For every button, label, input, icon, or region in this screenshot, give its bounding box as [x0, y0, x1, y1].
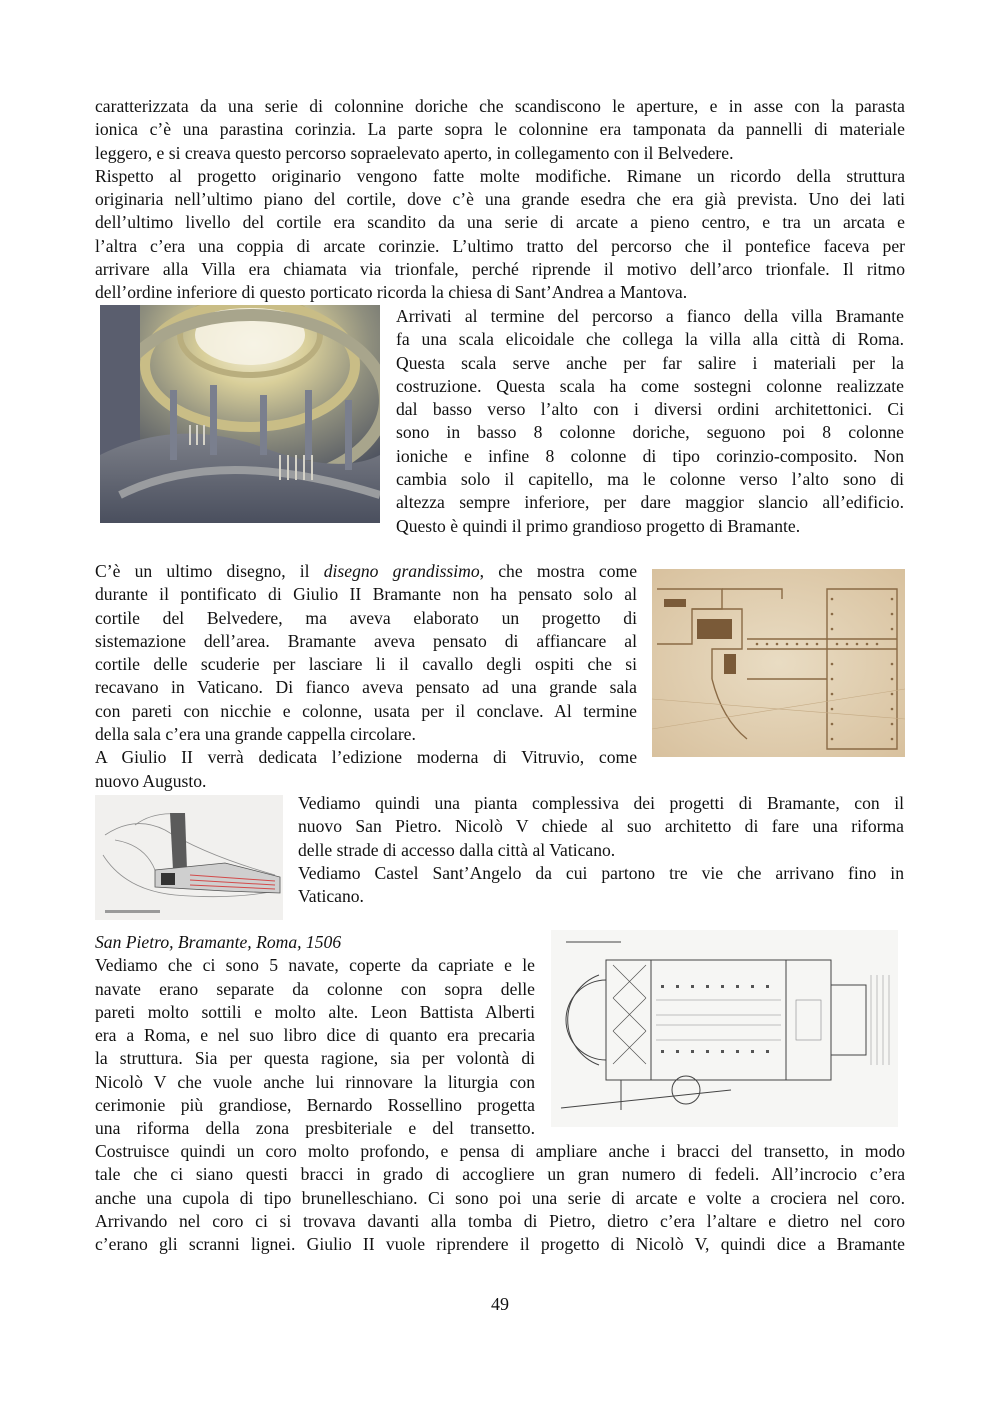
text-line: Vediamo Castel Sant’Angelo da cui partono tre vie che arrivano fino in	[298, 862, 904, 883]
text-line: durante il pontificato di Giulio II Bramante non ha pensato solo al	[95, 584, 637, 605]
text-line: delle strade di accesso dalla città al Vaticano.	[298, 839, 616, 860]
text-line: c’erano gli scranni lignei. Giulio II vuole riprendere il progetto di Nicolò V, quindi dice a Bramante	[95, 1234, 905, 1255]
text-line: Questa scala serve anche per far salire i materiali per la	[396, 352, 904, 373]
text-line: dal basso verso l’alto con i diversi ordini architettonici. Ci	[396, 399, 904, 420]
text-line: nuovo Augusto.	[95, 770, 207, 791]
text-line: arrivare alla Villa era chiamata via trionfale, perché riprende il motivo dell’arco trionfale. Il ritmo	[95, 259, 905, 280]
text-line: la struttura. Sia per questa ragione, sia per volontà di	[95, 1048, 535, 1069]
text-line: Vediamo che ci sono 5 navate, coperte da capriate e le	[95, 955, 535, 976]
pianta-paragraph	[298, 792, 904, 908]
text-line: Nicolò V che vuole anche lui rinnovare la liturgia con	[95, 1071, 535, 1092]
text-line: costruzione. Questa scala ha come sostegni colonne realizzate	[396, 375, 904, 396]
text-line: sistemazione dell’area. Bramante aveva pensato di affiancare al	[95, 630, 637, 651]
text-line: recavano in Vaticano. Di fianco aveva pensato ad una grande sala	[95, 677, 637, 698]
text-line: dell’ordine inferiore di questo porticato ricorda la chiesa di Sant’Andrea a Mantova.	[95, 282, 688, 303]
text-line: cerimonie più grandiose, Bernardo Rossellino progetta	[95, 1095, 535, 1116]
text-line: cortile delle scuderie per lasciare li il cavallo degli ospiti che si	[95, 654, 637, 675]
text-run: C’è un ultimo disegno, il	[95, 561, 324, 581]
text-line: tale che ci siano questi bracci in grado di accogliere un gran numero di fedeli. All’incrocio c’era	[95, 1164, 905, 1185]
text-line: leggero, e si creava questo percorso sopraelevato aperto, in collegamento con il Belvedere.	[95, 142, 734, 163]
text-line: Rispetto al progetto originario vengono fatte molte modifiche. Rimane un ricordo della struttura	[95, 165, 905, 186]
text-line: navate erano separate da colonne con sopra delle	[95, 978, 535, 999]
bottom-paragraph	[95, 1140, 905, 1256]
text-line: pareti molto sottili e molto alte. Leon Battista Alberti	[95, 1001, 535, 1022]
text-line: caratterizzata da una serie di colonnine doriche che scandiscono le aperture, e in asse con la parasta	[95, 96, 905, 116]
text-line: originaria nell’ultimo piano del cortile, dove c’è una grande esedra che era già prevista. Uno dei lati	[95, 189, 905, 210]
disegno-grandissimo-drawing	[652, 569, 905, 757]
text-line: altezza sempre inferiore, per dare maggior slancio all’edificio.	[396, 492, 904, 513]
text-line: cortile del Belvedere, ma aveva elaborato un progetto di	[95, 607, 637, 628]
text-line: Questo è quindi il primo grandioso progetto di Bramante.	[396, 515, 801, 536]
text-line: ioniche e infine 8 colonne di tipo corinzio-composito. Non	[396, 445, 904, 466]
staircase-paragraph	[396, 305, 904, 538]
text-line: ionica c’è una parastina corinzia. La parte sopra le colonnine era tamponata da pannelli di materiale	[95, 119, 905, 140]
text-line: fa una scala elicoidale che collega la villa alla città di Roma.	[396, 329, 904, 350]
san-pietro-paragraph	[95, 931, 535, 1141]
text-line: dell’ultimo livello del cortile era scandito da una serie di arcate a pieno centro, e tra un arcata e	[95, 212, 905, 233]
top-paragraph	[95, 95, 905, 305]
san-pietro-plan	[551, 930, 898, 1127]
text-line: con pareti con nicchie e colonne, usata per il conclave. Al termine	[95, 700, 637, 721]
text-line: l’altra c’era una coppia di arcate corinzie. L’ultimo tratto del percorso che il pontefice faceva per	[95, 235, 905, 256]
text-line: A Giulio II verrà dedicata l’edizione moderna di Vitruvio, come	[95, 747, 637, 768]
italic-title: San Pietro, Bramante, Roma, 1506	[95, 932, 342, 952]
text-line: sono in basso 8 colonne doriche, seguono poi 8 colonne	[396, 422, 904, 443]
text-line: nuovo San Pietro. Nicolò V chiede al suo architetto di fare una riforma	[298, 816, 904, 837]
text-line: Arrivando nel coro ci si trovava davanti alla tomba di Pietro, dietro c’era l’altare e dietro nel coro	[95, 1210, 905, 1231]
text-line: era a Roma, e nel suo libro dice di quanto era precaria	[95, 1025, 535, 1046]
text-line: Arrivati al termine del percorso a fianco della villa Bramante	[396, 306, 904, 326]
text-line: anche una cupola di tipo brunelleschiano. Ci sono poi una serie di arcate e volte a crociera nel coro.	[95, 1187, 905, 1208]
overall-plan-image	[95, 795, 283, 920]
text-line: Vaticano.	[298, 886, 364, 907]
text-line: Costruisce quindi un coro molto profondo, e pensa di ampliare anche i bracci del transetto, in modo	[95, 1141, 905, 1161]
san-pietro-title	[95, 931, 535, 954]
spiral-staircase-photo	[100, 305, 380, 523]
text-run: , che mostra come	[479, 561, 637, 581]
page-number: 49	[491, 1294, 509, 1314]
text-line: cambia solo il capitello, ma le colonne verso l’alto sono di	[396, 469, 904, 490]
text-line: della sala c’era una grande cappella circolare.	[95, 724, 416, 745]
italic-title: disegno grandissimo	[323, 561, 480, 581]
text-line: una riforma della zona presbiteriale e del transetto.	[95, 1118, 535, 1139]
disegno-paragraph	[95, 560, 637, 793]
text-line	[95, 560, 637, 583]
text-line: Vediamo quindi una pianta complessiva dei progetti di Bramante, con il	[298, 793, 904, 813]
